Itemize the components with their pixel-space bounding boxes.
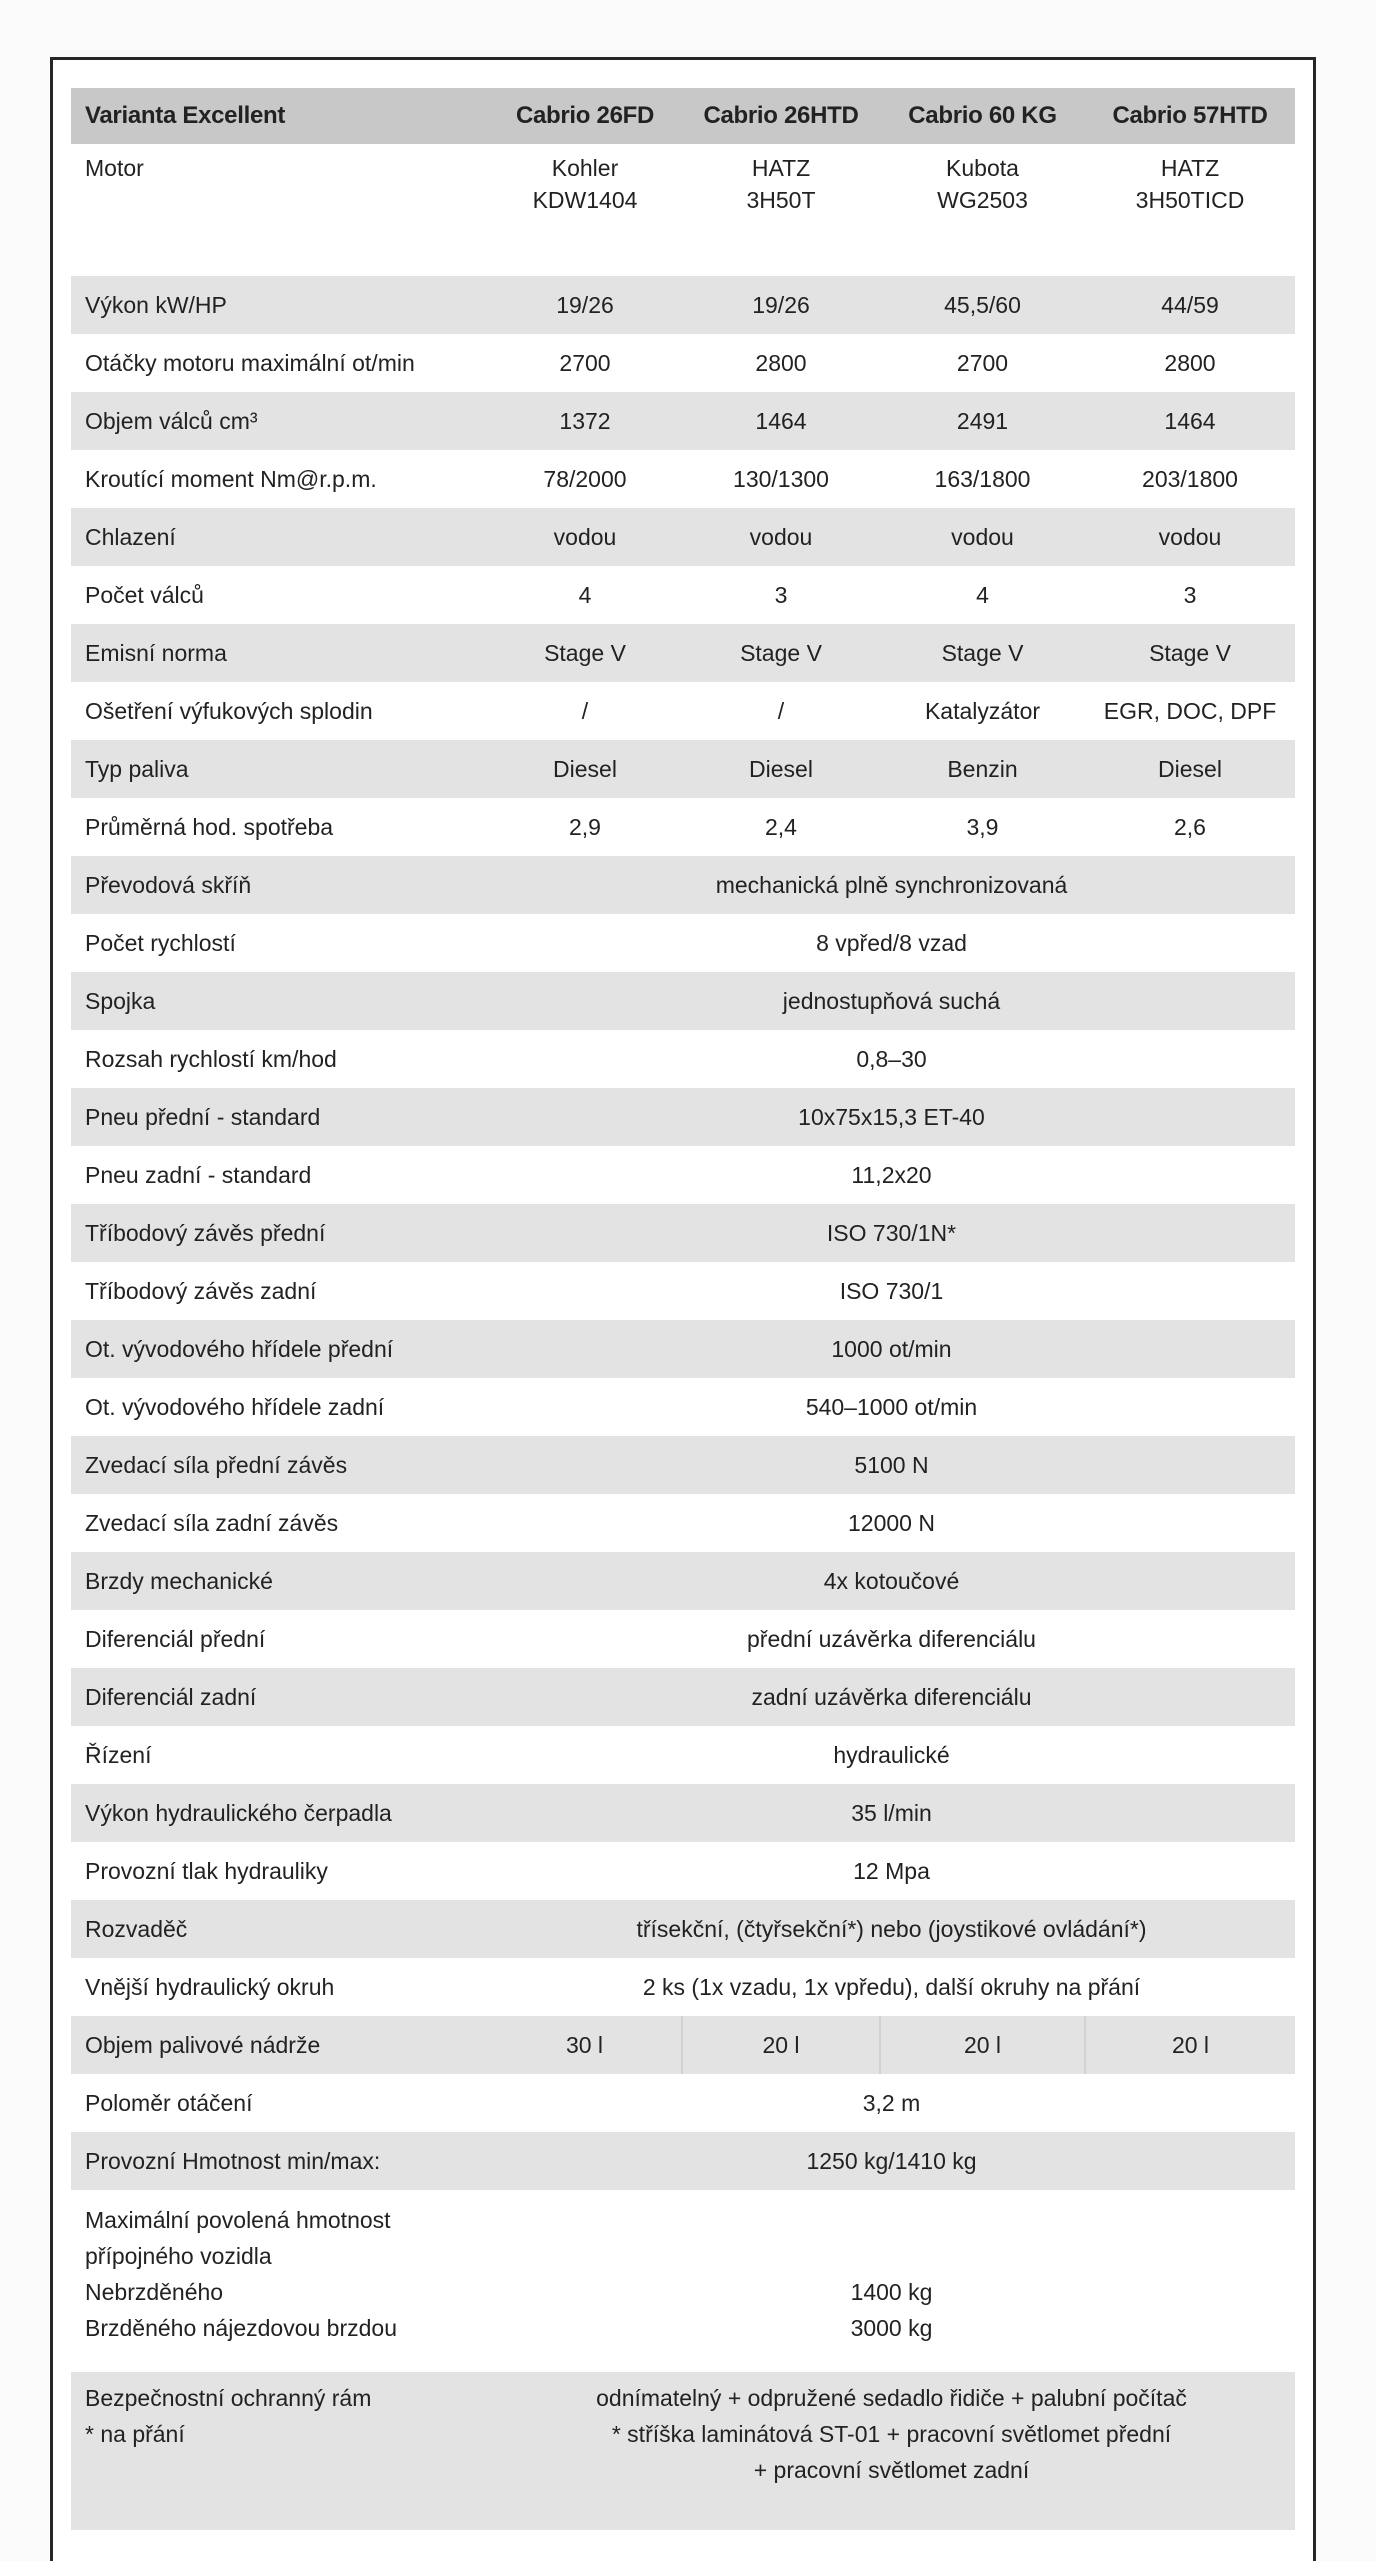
cell: 3 — [682, 566, 880, 624]
cell: vodou — [682, 508, 880, 566]
spec-row — [71, 334, 1295, 392]
spec-row — [71, 1668, 1295, 1726]
spec-row — [71, 1320, 1295, 1378]
cell: přední uzávěrka diferenciálu — [488, 1610, 1295, 1668]
cell: Katalyzátor — [880, 682, 1085, 740]
cell: 2,4 — [682, 798, 880, 856]
spec-row — [71, 276, 1295, 334]
cell: 8 vpřed/8 vzad — [488, 914, 1295, 972]
model-header: Cabrio 26FD — [488, 88, 682, 144]
cell: hydraulické — [488, 1726, 1295, 1784]
row-label: Rozsah rychlostí km/hod — [71, 1030, 488, 1088]
cell: Diesel — [682, 740, 880, 798]
row-label: Průměrná hod. spotřeba — [71, 798, 488, 856]
cell: 130/1300 — [682, 450, 880, 508]
spec-row — [71, 740, 1295, 798]
cell: 35 l/min — [488, 1784, 1295, 1842]
cell: ISO 730/1N* — [488, 1204, 1295, 1262]
spec-row — [71, 392, 1295, 450]
row-label: Počet válců — [71, 566, 488, 624]
row-label: Počet rychlostí — [71, 914, 488, 972]
cell: 10x75x15,3 ET-40 — [488, 1088, 1295, 1146]
row-label: Výkon kW/HP — [71, 276, 488, 334]
cell: EGR, DOC, DPF — [1085, 682, 1295, 740]
cell: 1000 ot/min — [488, 1320, 1295, 1378]
variant-label: Varianta Excellent — [71, 88, 488, 144]
row-label: Kroutící moment Nm@r.p.m. — [71, 450, 488, 508]
row-label: Ošetření výfukových splodin — [71, 682, 488, 740]
spec-row — [71, 450, 1295, 508]
cell: Benzin — [880, 740, 1085, 798]
cell: 2800 — [1085, 334, 1295, 392]
row-label: Ot. vývodového hřídele zadní — [71, 1378, 488, 1436]
row-label: Zvedací síla přední závěs — [71, 1436, 488, 1494]
row-label: Tříbodový závěs zadní — [71, 1262, 488, 1320]
trailer-weight-row — [71, 2190, 1295, 2372]
row-label: Brzdy mechanické — [71, 1552, 488, 1610]
cell: 30 l — [488, 2016, 682, 2074]
spec-row — [71, 1204, 1295, 1262]
cell: vodou — [488, 508, 682, 566]
cell: 1400 kg 3000 kg — [488, 2190, 1295, 2372]
cell: 540–1000 ot/min — [488, 1378, 1295, 1436]
cell: 3 — [1085, 566, 1295, 624]
spec-sheet — [50, 57, 1316, 2561]
row-label: Motor — [71, 144, 488, 276]
row-label: Zvedací síla zadní závěs — [71, 1494, 488, 1552]
cell: Kubota WG2503 — [880, 144, 1085, 276]
spec-row — [71, 1146, 1295, 1204]
row-label: Typ paliva — [71, 740, 488, 798]
cell: 2,6 — [1085, 798, 1295, 856]
spec-row — [71, 972, 1295, 1030]
cell: Stage V — [488, 624, 682, 682]
engine-row — [71, 144, 1295, 276]
cell: 1464 — [682, 392, 880, 450]
row-label: Provozní Hmotnost min/max: — [71, 2132, 488, 2190]
fuel-tank-row — [71, 2016, 1295, 2074]
row-label: Řízení — [71, 1726, 488, 1784]
model-header: Cabrio 60 KG — [880, 88, 1085, 144]
header-row — [71, 88, 1295, 144]
spec-row — [71, 1552, 1295, 1610]
spec-row — [71, 856, 1295, 914]
row-label: Spojka — [71, 972, 488, 1030]
cell: 19/26 — [488, 276, 682, 334]
spec-row — [71, 624, 1295, 682]
spec-row — [71, 1726, 1295, 1784]
cell: 78/2000 — [488, 450, 682, 508]
cell: 20 l — [1085, 2016, 1295, 2074]
cell: 12 Mpa — [488, 1842, 1295, 1900]
row-label: Chlazení — [71, 508, 488, 566]
spec-row — [71, 1842, 1295, 1900]
spec-row — [71, 682, 1295, 740]
spec-row — [71, 798, 1295, 856]
cell: 163/1800 — [880, 450, 1085, 508]
spec-row — [71, 1784, 1295, 1842]
cell: HATZ 3H50TICD — [1085, 144, 1295, 276]
cell: jednostupňová suchá — [488, 972, 1295, 1030]
cell: HATZ 3H50T — [682, 144, 880, 276]
cell: 19/26 — [682, 276, 880, 334]
cell: 2,9 — [488, 798, 682, 856]
row-label: Pneu přední - standard — [71, 1088, 488, 1146]
cell: 4x kotoučové — [488, 1552, 1295, 1610]
model-header: Cabrio 26HTD — [682, 88, 880, 144]
row-label: Pneu zadní - standard — [71, 1146, 488, 1204]
spec-row — [71, 1378, 1295, 1436]
row-label: Provozní tlak hydrauliky — [71, 1842, 488, 1900]
cell: 12000 N — [488, 1494, 1295, 1552]
row-label: Ot. vývodového hřídele přední — [71, 1320, 488, 1378]
row-label: Diferenciál přední — [71, 1610, 488, 1668]
cell: 1372 — [488, 392, 682, 450]
cell: 0,8–30 — [488, 1030, 1295, 1088]
cell: 2491 — [880, 392, 1085, 450]
cell: 20 l — [880, 2016, 1085, 2074]
cell: 2800 — [682, 334, 880, 392]
spec-row — [71, 508, 1295, 566]
row-label: Výkon hydraulického čerpadla — [71, 1784, 488, 1842]
row-label: Maximální povolená hmotnost přípojného vozidla Nebrzděného Brzděného nájezdovou brzdou — [71, 2190, 488, 2372]
cell: 203/1800 — [1085, 450, 1295, 508]
cell: Stage V — [880, 624, 1085, 682]
weight-row — [71, 2132, 1295, 2190]
cell: Diesel — [488, 740, 682, 798]
cell: / — [682, 682, 880, 740]
cell: vodou — [1085, 508, 1295, 566]
row-label: Rozvaděč — [71, 1900, 488, 1958]
cell: Stage V — [682, 624, 880, 682]
cell: 1250 kg/1410 kg — [488, 2132, 1295, 2190]
spec-row — [71, 1900, 1295, 1958]
row-label: Objem palivové nádrže — [71, 2016, 488, 2074]
turning-radius-row — [71, 2074, 1295, 2132]
cell: 4 — [488, 566, 682, 624]
row-label: Tříbodový závěs přední — [71, 1204, 488, 1262]
model-header: Cabrio 57HTD — [1085, 88, 1295, 144]
cell: mechanická plně synchronizovaná — [488, 856, 1295, 914]
cell: 3,2 m — [488, 2074, 1295, 2132]
row-label: Emisní norma — [71, 624, 488, 682]
spec-row — [71, 914, 1295, 972]
row-label: Vnější hydraulický okruh — [71, 1958, 488, 2016]
row-label: Bezpečnostní ochranný rám * na přání — [71, 2372, 488, 2530]
row-label: Převodová skříň — [71, 856, 488, 914]
cell: Stage V — [1085, 624, 1295, 682]
row-label: Otáčky motoru maximální ot/min — [71, 334, 488, 392]
cell: 1464 — [1085, 392, 1295, 450]
spec-row — [71, 1610, 1295, 1668]
cell: 4 — [880, 566, 1085, 624]
cell: 3,9 — [880, 798, 1085, 856]
spec-table — [71, 88, 1295, 2530]
cell: 45,5/60 — [880, 276, 1085, 334]
cell: 2700 — [880, 334, 1085, 392]
spec-row — [71, 1088, 1295, 1146]
cell: Diesel — [1085, 740, 1295, 798]
cell: 11,2x20 — [488, 1146, 1295, 1204]
cell: 20 l — [682, 2016, 880, 2074]
cell: vodou — [880, 508, 1085, 566]
cell: zadní uzávěrka diferenciálu — [488, 1668, 1295, 1726]
spec-row — [71, 1494, 1295, 1552]
safety-frame-row — [71, 2372, 1295, 2530]
cell: odnímatelný + odpružené sedadlo řidiče + palubní počítač * stříška laminátová ST-01 + pracovní světlomet přední + pracovní světlomet zadní — [488, 2372, 1295, 2530]
cell: / — [488, 682, 682, 740]
spec-row — [71, 1262, 1295, 1320]
cell: třísekční, (čtyřsekční*) nebo (joystikové ovládání*) — [488, 1900, 1295, 1958]
spec-row — [71, 1958, 1295, 2016]
cell: 44/59 — [1085, 276, 1295, 334]
cell: 5100 N — [488, 1436, 1295, 1494]
row-label: Objem válců cm³ — [71, 392, 488, 450]
spec-row — [71, 1436, 1295, 1494]
cell: 2700 — [488, 334, 682, 392]
spec-row — [71, 566, 1295, 624]
cell: Kohler KDW1404 — [488, 144, 682, 276]
cell: ISO 730/1 — [488, 1262, 1295, 1320]
row-label: Poloměr otáčení — [71, 2074, 488, 2132]
spec-row — [71, 1030, 1295, 1088]
cell: 2 ks (1x vzadu, 1x vpředu), další okruhy na přání — [488, 1958, 1295, 2016]
row-label: Diferenciál zadní — [71, 1668, 488, 1726]
